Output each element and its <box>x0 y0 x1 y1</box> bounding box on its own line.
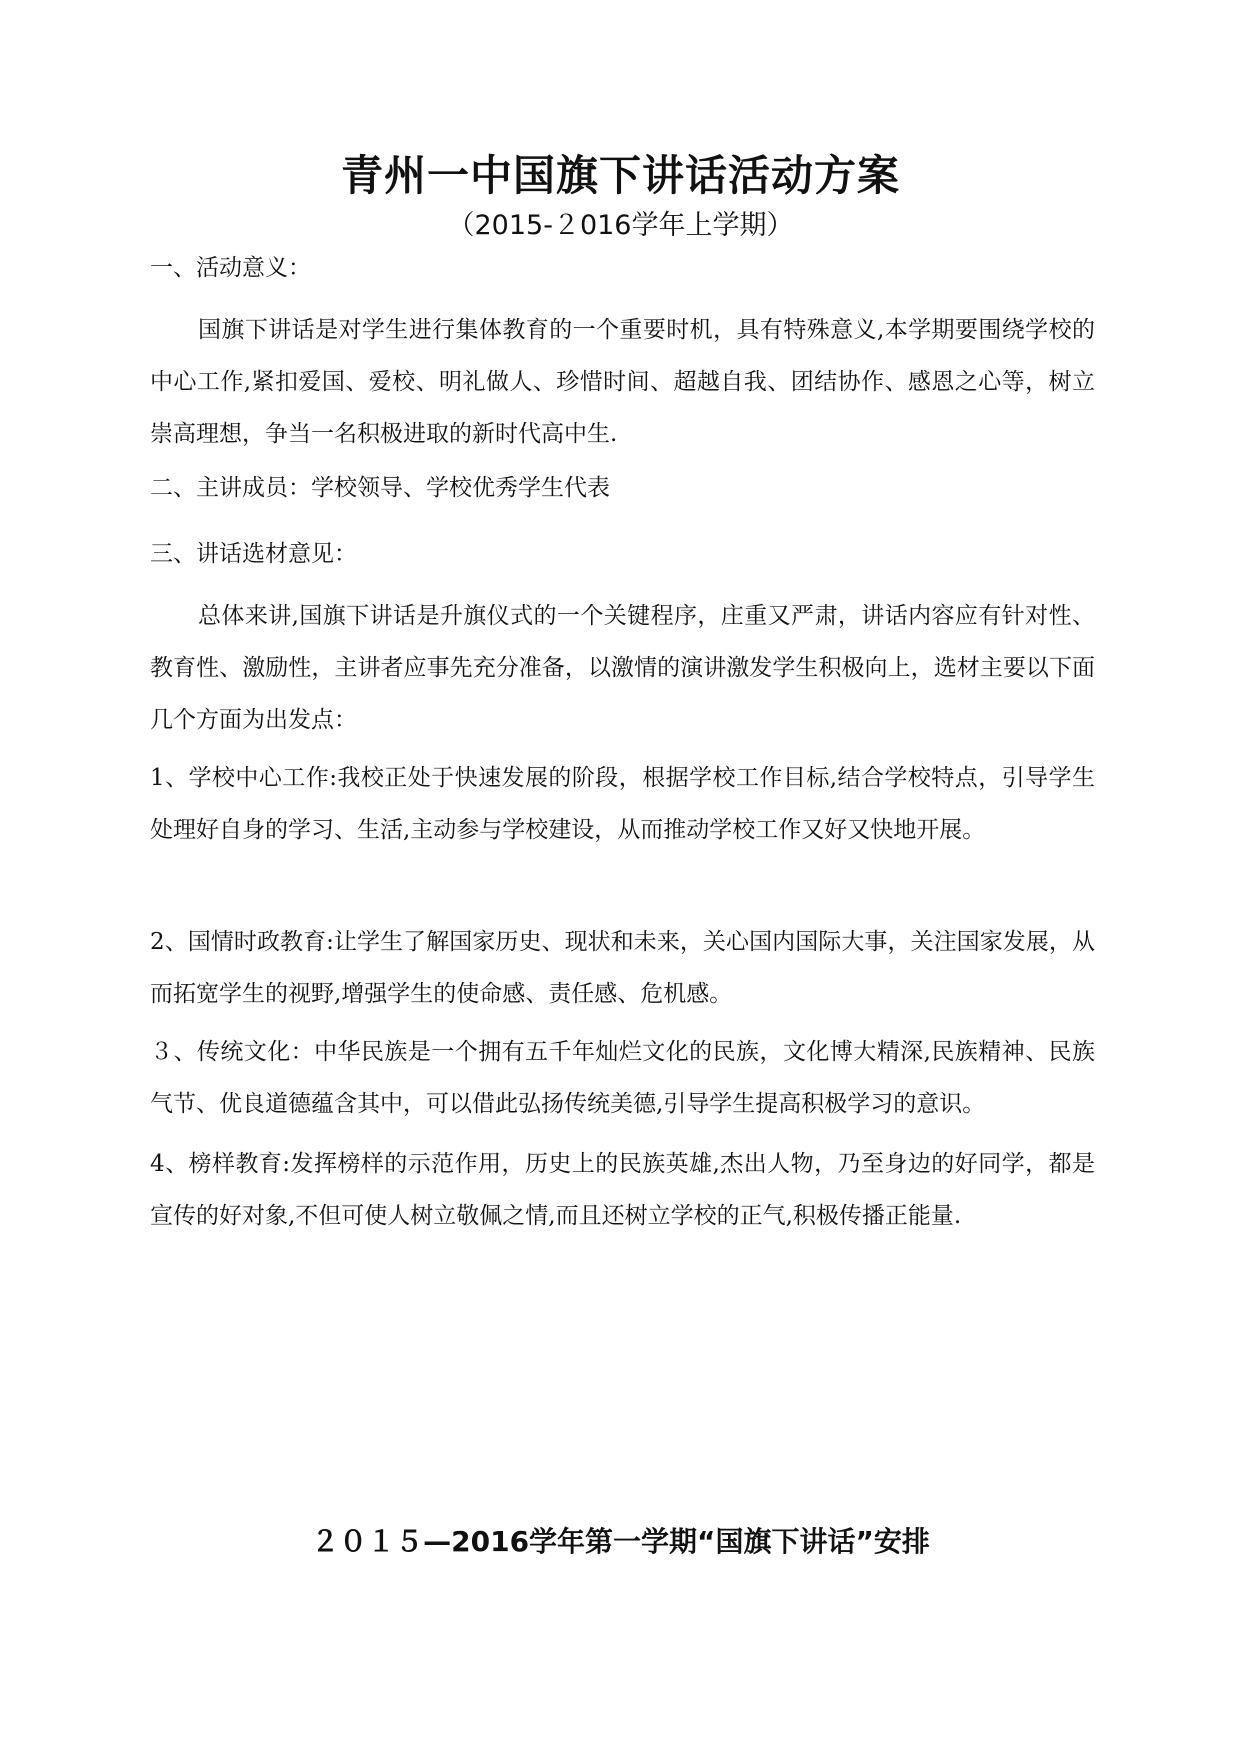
section1-body-block <box>150 304 1095 460</box>
item3-block <box>150 1026 1095 1130</box>
section1-heading: 一、活动意义： <box>150 255 311 281</box>
section2-block <box>150 462 1095 514</box>
section3-body-block <box>150 590 1095 746</box>
item2-block <box>150 916 1095 1020</box>
section3-heading-block <box>150 528 1095 580</box>
section2-text: 二、主讲成员：学校领导、学校优秀学生代表 <box>150 475 610 501</box>
document-subtitle: （2015-２016学年上学期） <box>447 210 794 241</box>
section1-body: 国旗下讲话是对学生进行集体教育的一个重要时机，具有特殊意义,本学期要围绕学校的中心工作,紧扣爱国、爱校、明礼做人、珍惜时间、超越自我、团结协作、感恩之心等，树立崇高理想，争当一名积极进取的新时代高中生. <box>150 317 1095 447</box>
list-item-1: 1、学校中心工作:我校正处于快速发展的阶段，根据学校工作目标,结合学校特点，引导学生处理好自身的学习、生活,主动参与学校建设，从而推动学校工作又好又快地开展。 <box>150 765 1095 843</box>
section3-heading: 三、讲话选材意见： <box>150 541 357 567</box>
section1-heading-block <box>150 242 1095 294</box>
document-title: 青州一中国旗下讲话活动方案 <box>340 151 900 200</box>
list-item-3: ３、传统文化：中华民族是一个拥有五千年灿烂文化的民族，文化博大精深,民族精神、民族气节、优良道德蕴含其中，可以借此弘扬传统美德,引导学生提高积极学习的意识。 <box>150 1039 1095 1117</box>
list-item-4: 4、榜样教育:发挥榜样的示范作用，历史上的民族英雄,杰出人物，乃至身边的好同学，都是宣传的好对象,不但可使人树立敬佩之情,而且还树立学校的正气,积极传播正能量. <box>150 1151 1095 1229</box>
item1-block <box>150 752 1095 856</box>
section3-body: 总体来讲,国旗下讲话是升旗仪式的一个关键程序，庄重又严肃，讲话内容应有针对性、教育性、激励性，主讲者应事先充分准备，以激情的演讲激发学生积极向上，选材主要以下面几个方面为出发点： <box>150 603 1095 733</box>
list-item-2: 2、国情时政教育:让学生了解国家历史、现状和未来，关心国内国际大事，关注国家发展，从而拓宽学生的视野,增强学生的使命感、责任感、危机感。 <box>150 929 1095 1007</box>
schedule-heading: ２０１５—2016学年第一学期“国旗下讲话”安排 <box>311 1525 930 1558</box>
item4-block <box>150 1138 1095 1242</box>
